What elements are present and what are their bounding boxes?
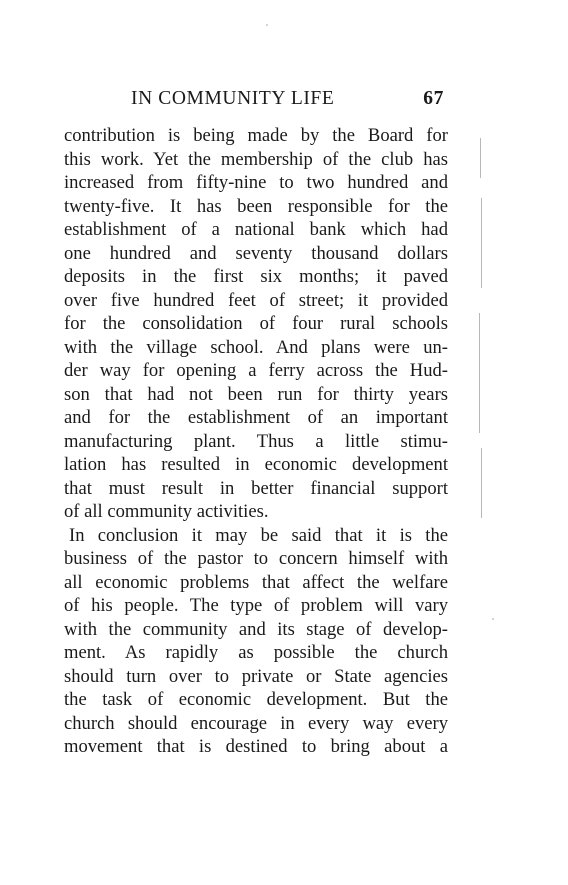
text-line: with the village school. And plans were un-	[64, 336, 448, 358]
page-number: 67	[423, 88, 444, 109]
text-line: the task of economic development. But the	[64, 689, 448, 710]
text-line: with the community and its stage of develop-	[64, 618, 448, 640]
text-line: over five hundred feet of street; it provided	[64, 289, 448, 311]
paragraph-end-line: of all community activities.	[64, 501, 269, 522]
text-line: that must result in better financial support	[64, 477, 448, 499]
scan-edge-shadow	[452, 128, 464, 528]
text-line: movement that is destined to bring about a	[64, 736, 448, 757]
text-line: ment. As rapidly as possible the church	[64, 642, 448, 663]
text-line: for the consolidation of four rural schools	[64, 313, 448, 334]
text-line: business of the pastor to concern himself with	[64, 548, 448, 569]
text-line: should turn over to private or State agencies	[64, 665, 448, 687]
text-line: all economic problems that affect the welfare	[64, 571, 448, 593]
text-line: this work. Yet the membership of the club has	[64, 148, 448, 170]
text-line: twenty-five. It has been responsible for the	[64, 195, 448, 217]
running-head-title: IN COMMUNITY LIFE	[131, 88, 335, 109]
paragraph-start-line: In conclusion it may be said that it is the	[69, 524, 448, 546]
scan-speck	[492, 618, 494, 620]
text-line: one hundred and seventy thousand dollars	[64, 242, 448, 264]
text-line: lation has resulted in economic development	[64, 454, 448, 475]
text-line: contribution is being made by the Board for	[64, 125, 448, 146]
scan-speck	[266, 24, 268, 26]
text-line: deposits in the first six months; it paved	[64, 266, 448, 287]
body-text	[64, 124, 448, 759]
text-line: manufacturing plant. Thus a little stimu-	[64, 430, 448, 452]
text-line: church should encourage in every way every	[64, 712, 448, 734]
text-line: and for the establishment of an important	[64, 407, 448, 428]
text-line: of his people. The type of problem will vary	[64, 595, 448, 616]
text-line: der way for opening a ferry across the Hud-	[64, 360, 448, 381]
text-line: establishment of a national bank which had	[64, 219, 448, 240]
text-line: increased from fifty-nine to two hundred and	[64, 172, 448, 193]
text-line: son that had not been run for thirty years	[64, 383, 448, 405]
running-head	[64, 86, 448, 112]
